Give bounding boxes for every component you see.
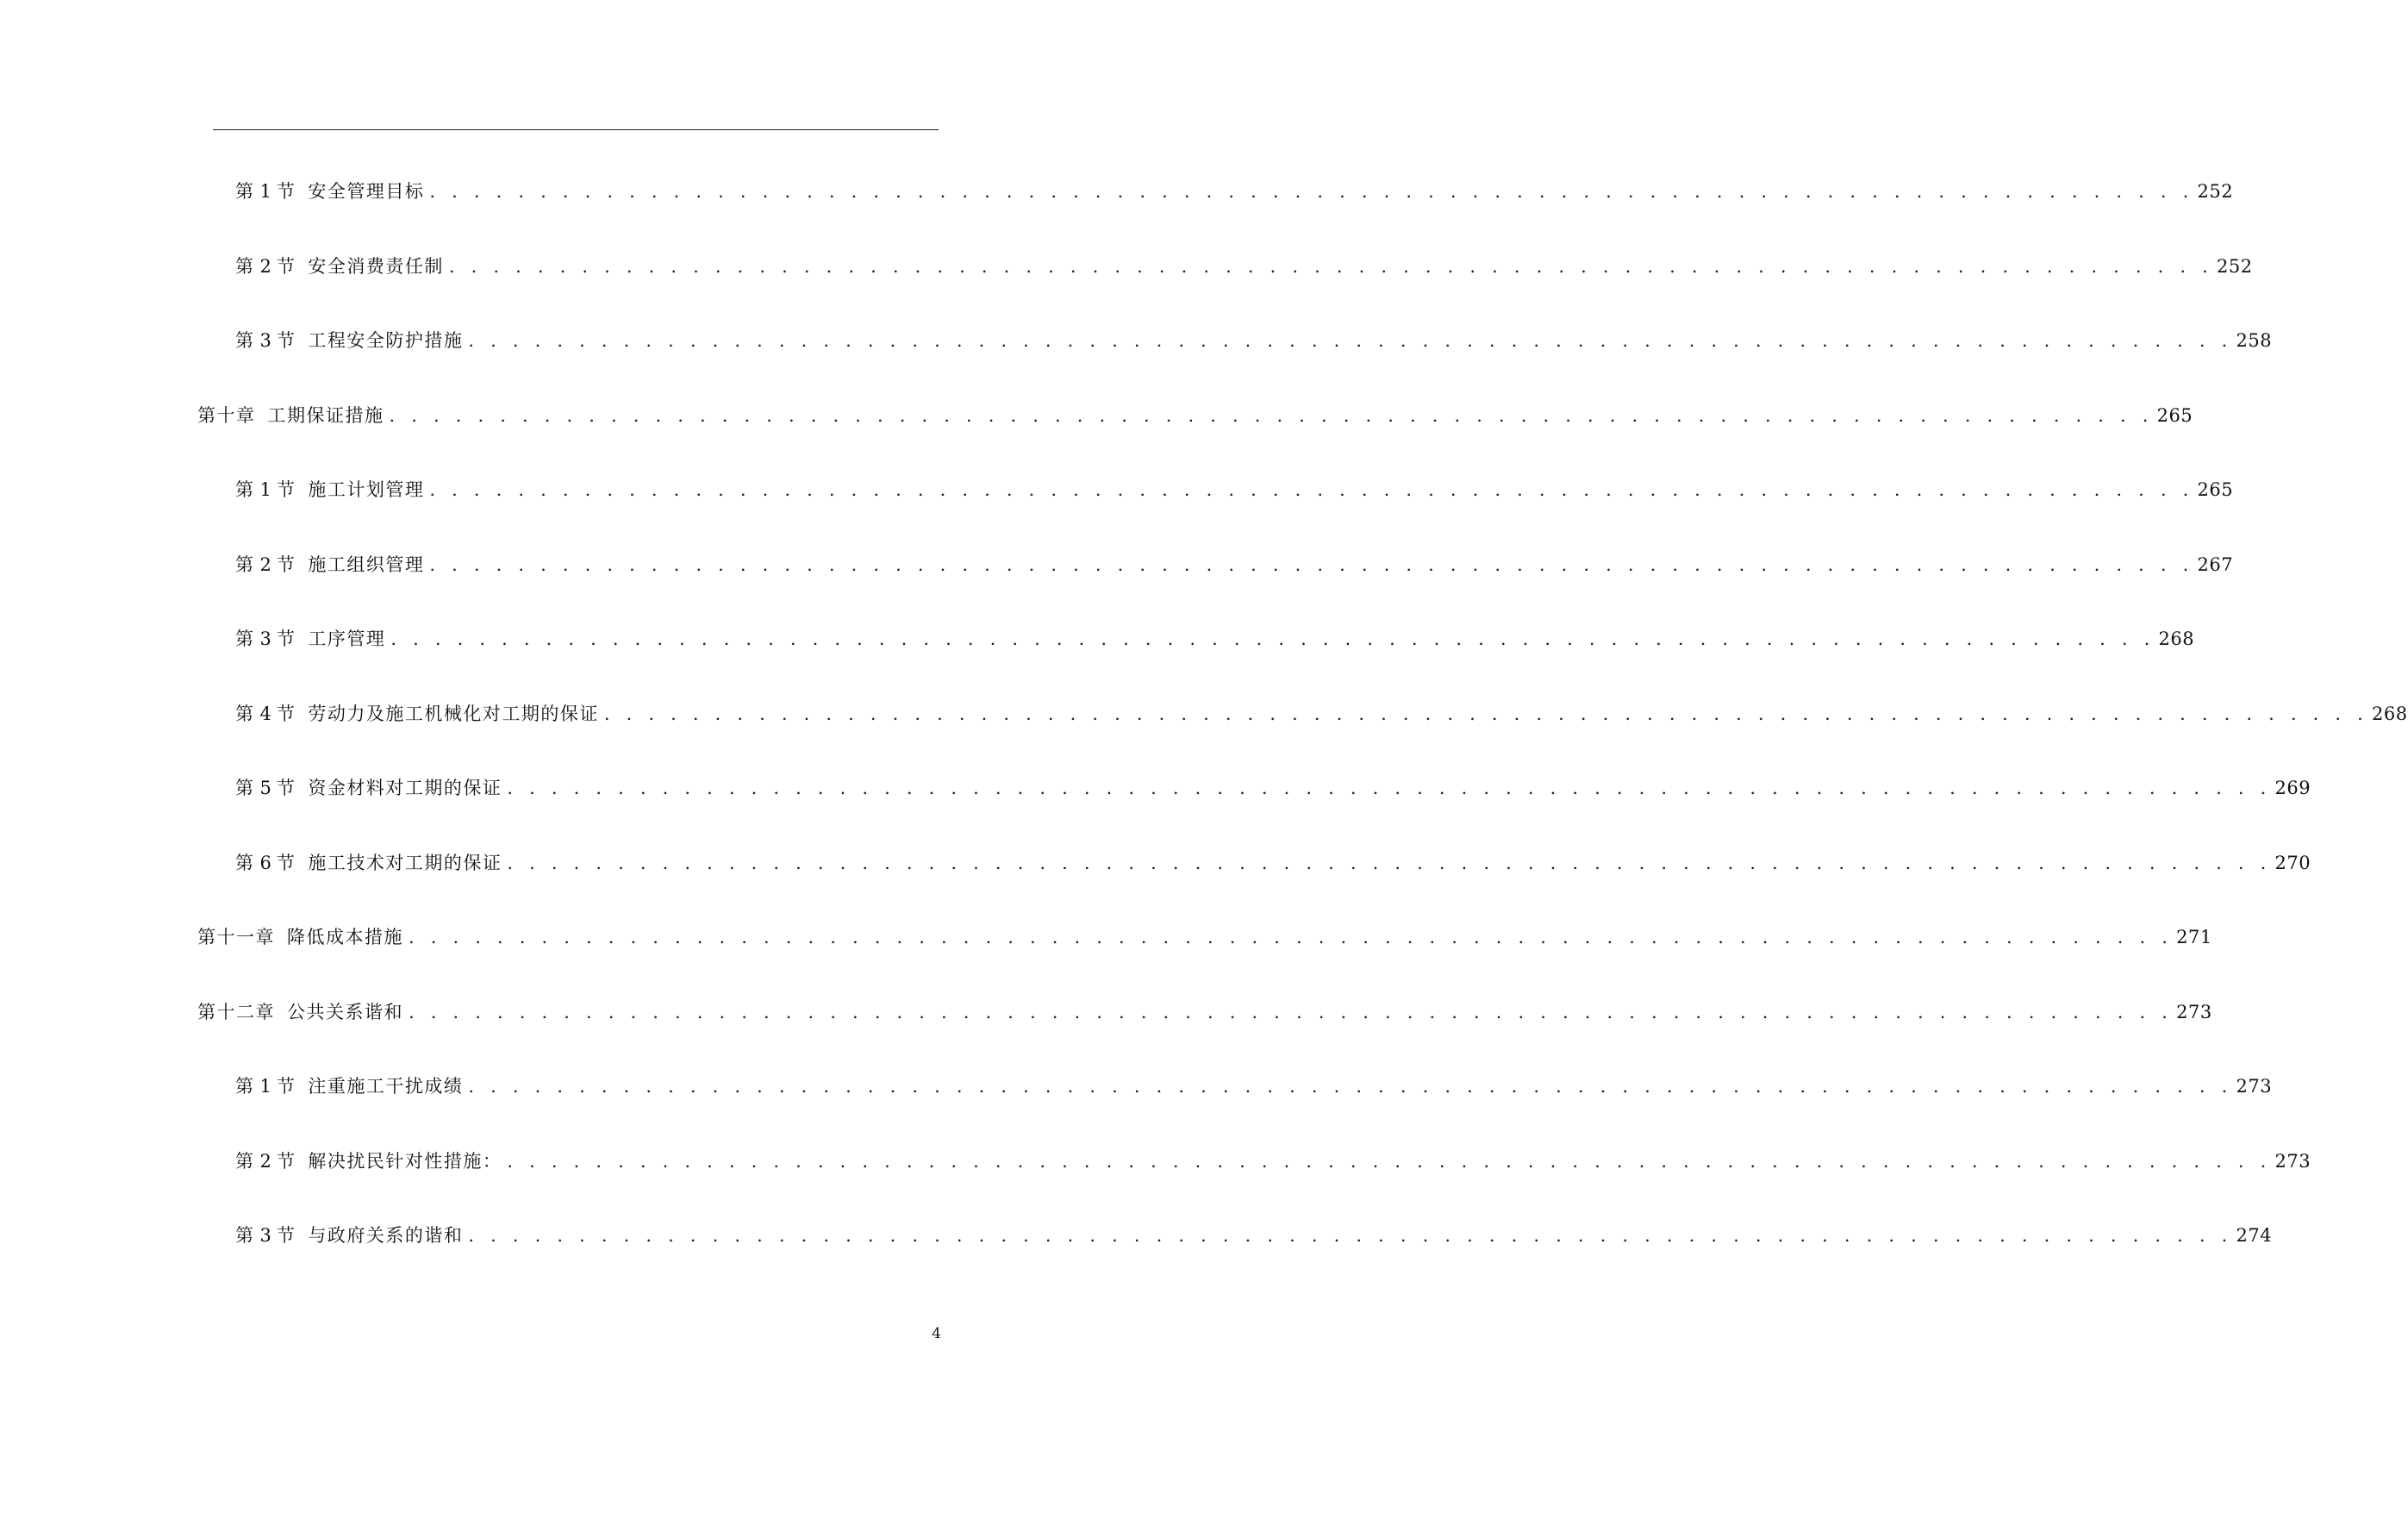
section-number: 3 [259,330,271,351]
section-number: 2 [259,554,271,575]
section-prefix: 第 [235,1225,255,1246]
toc-section-entry[interactable] [235,851,2311,875]
chapter-number: 第十一章 [197,927,275,947]
section-unit: 节 [276,628,296,649]
toc-entry-title: 与政府关系的谐和 [308,1225,464,1246]
toc-entry-title: 劳动力及施工机械化对工期的保证 [308,703,599,724]
toc-page-number: 268 [2372,703,2408,724]
toc-entry-label [197,1000,403,1024]
dot-leader: . . . . . . . . . . . . . . . . . . . . . . . . . . . . . . . . . . . . . . . . . . . . . . . . . . . . . . . . . . . . . . . . . . . . . . . . . . . . . . . . [468,1076,2233,1097]
dot-leader: . . . . . . . . . . . . . . . . . . . . . . . . . . . . . . . . . . . . . . . . . . . . . . . . . . . . . . . . . . . . . . . . . . . . . . . . . . . . . . . . [507,1151,2272,1172]
section-number: 1 [259,181,271,202]
toc-page-number: 268 [2158,628,2195,649]
chapter-number: 第十章 [197,405,256,426]
toc-entry-title: 工序管理 [308,628,386,649]
section-prefix: 第 [235,1151,255,1172]
section-prefix: 第 [235,330,255,351]
section-prefix: 第 [235,628,255,649]
toc-entry-title: 注重施工干扰成绩 [308,1076,464,1097]
section-prefix: 第 [235,554,255,575]
section-number: 5 [259,778,271,798]
section-number: 1 [259,479,271,500]
toc-section-entry[interactable] [235,254,2253,278]
toc-section-entry[interactable] [235,702,2408,726]
toc-entry-label [235,1149,502,1173]
toc-section-entry[interactable] [235,1149,2311,1173]
section-prefix: 第 [235,256,255,277]
toc-section-entry[interactable] [235,627,2195,651]
dot-leader: . . . . . . . . . . . . . . . . . . . . . . . . . . . . . . . . . . . . . . . . . . . . . . . . . . . . . . . . . . . . . . . . . . . . . . . . . . . . . . . . [468,330,2233,351]
toc-entry-label [235,328,463,353]
toc-entry-title: 施工组织管理 [308,554,425,575]
section-number: 1 [259,1076,271,1097]
dot-leader: . . . . . . . . . . . . . . . . . . . . . . . . . . . . . . . . . . . . . . . . . . . . . . . . . . . . . . . . . . . . . . . . . . . . . . . . . . . . . . . . [409,927,2174,947]
toc-section-entry[interactable] [235,328,2273,353]
toc-section-entry[interactable] [235,478,2234,502]
dot-leader: . . . . . . . . . . . . . . . . . . . . . . . . . . . . . . . . . . . . . . . . . . . . . . . . . . . . . . . . . . . . . . . . . . . . . . . . . . . . . . . . [429,554,2194,575]
toc-entry-label [235,702,599,726]
toc-section-entry[interactable] [235,776,2311,800]
section-number: 6 [259,853,271,873]
section-unit: 节 [276,479,296,500]
toc-entry-label [235,553,424,577]
toc-page-number: 265 [2156,405,2193,426]
toc-page-number: 270 [2274,853,2311,873]
section-prefix: 第 [235,703,255,724]
toc-entry-title: 安全消费责任制 [308,256,444,277]
section-prefix: 第 [235,181,255,202]
section-number: 2 [259,256,271,277]
toc-chapter-entry[interactable] [197,1000,2212,1024]
section-unit: 节 [276,1151,296,1172]
section-unit: 节 [276,853,296,873]
toc-entry-label [235,851,502,875]
toc-entry-label [235,254,444,278]
toc-entry-label [197,925,403,949]
dot-leader: . . . . . . . . . . . . . . . . . . . . . . . . . . . . . . . . . . . . . . . . . . . . . . . . . . . . . . . . . . . . . . . . . . . . . . . . . . . . . . . . [448,256,2214,277]
toc-page-number: 273 [2176,1002,2212,1022]
toc-entry-label [235,627,385,651]
chapter-number: 第十二章 [197,1002,275,1022]
section-prefix: 第 [235,778,255,798]
section-unit: 节 [276,181,296,202]
dot-leader: . . . . . . . . . . . . . . . . . . . . . . . . . . . . . . . . . . . . . . . . . . . . . . . . . . . . . . . . . . . . . . . . . . . . . . . . . . . . . . . . [429,479,2194,500]
toc-entry-title: 工期保证措施 [267,405,384,426]
toc-section-entry[interactable] [235,1074,2273,1098]
toc-section-entry[interactable] [235,1223,2273,1247]
dot-leader: . . . . . . . . . . . . . . . . . . . . . . . . . . . . . . . . . . . . . . . . . . . . . . . . . . . . . . . . . . . . . . . . . . . . . . . . . . . . . . . . [507,778,2272,798]
toc-entry-title: 资金材料对工期的保证 [308,778,502,798]
toc-page-number: 273 [2236,1076,2273,1097]
dot-leader: . . . . . . . . . . . . . . . . . . . . . . . . . . . . . . . . . . . . . . . . . . . . . . . . . . . . . . . . . . . . . . . . . . . . . . . . . . . . . . . . [468,1225,2233,1246]
toc-page-number: 252 [2217,256,2253,277]
dot-leader: . . . . . . . . . . . . . . . . . . . . . . . . . . . . . . . . . . . . . . . . . . . . . . . . . . . . . . . . . . . . . . . . . . . . . . . . . . . . . . . . [390,628,2155,649]
toc-page-number: 274 [2236,1225,2273,1246]
section-prefix: 第 [235,853,255,873]
toc-entry-label [235,1223,463,1247]
toc-page-number: 273 [2274,1151,2311,1172]
page-number: 4 [932,1325,941,1342]
toc-entry-label [197,403,384,428]
section-unit: 节 [276,554,296,575]
section-unit: 节 [276,330,296,351]
section-unit: 节 [276,1225,296,1246]
toc-section-entry[interactable] [235,179,2234,203]
toc-entry-label [235,1074,463,1098]
section-unit: 节 [276,256,296,277]
dot-leader: . . . . . . . . . . . . . . . . . . . . . . . . . . . . . . . . . . . . . . . . . . . . . . . . . . . . . . . . . . . . . . . . . . . . . . . . . . . . . . . . [507,853,2272,873]
section-number: 3 [259,628,271,649]
toc-page-number: 267 [2197,554,2234,575]
toc-entry-label [235,179,424,203]
section-prefix: 第 [235,479,255,500]
toc-entry-title: 安全管理目标 [308,181,425,202]
dot-leader: . . . . . . . . . . . . . . . . . . . . . . . . . . . . . . . . . . . . . . . . . . . . . . . . . . . . . . . . . . . . . . . . . . . . . . . . . . . . . . . . [389,405,2154,426]
toc-entry-label [235,478,424,502]
toc-chapter-entry[interactable] [197,925,2212,949]
toc-entry-title: 公共关系谐和 [287,1002,403,1022]
section-prefix: 第 [235,1076,255,1097]
dot-leader: . . . . . . . . . . . . . . . . . . . . . . . . . . . . . . . . . . . . . . . . . . . . . . . . . . . . . . . . . . . . . . . . . . . . . . . . . . . . . . . . [603,703,2369,724]
section-unit: 节 [276,703,296,724]
toc-entry-title: 解决扰民针对性措施： [308,1151,502,1172]
section-unit: 节 [276,1076,296,1097]
section-number: 2 [259,1151,271,1172]
toc-page-number: 265 [2197,479,2234,500]
toc-entry-title: 施工技术对工期的保证 [308,853,502,873]
toc-page-number: 271 [2176,927,2212,947]
toc-page-number: 252 [2197,181,2234,202]
toc-entry-title: 施工计划管理 [308,479,425,500]
toc-entry-title: 降低成本措施 [287,927,403,947]
section-number: 4 [259,703,271,724]
dot-leader: . . . . . . . . . . . . . . . . . . . . . . . . . . . . . . . . . . . . . . . . . . . . . . . . . . . . . . . . . . . . . . . . . . . . . . . . . . . . . . . . [409,1002,2174,1022]
toc-page-number: 269 [2274,778,2311,798]
toc-section-entry[interactable] [235,553,2234,577]
toc-entry-label [235,776,502,800]
toc-page-number: 258 [2236,330,2273,351]
dot-leader: . . . . . . . . . . . . . . . . . . . . . . . . . . . . . . . . . . . . . . . . . . . . . . . . . . . . . . . . . . . . . . . . . . . . . . . . . . . . . . . . [429,181,2194,202]
section-number: 3 [259,1225,271,1246]
toc-entry-title: 工程安全防护措施 [308,330,464,351]
section-unit: 节 [276,778,296,798]
toc-chapter-entry[interactable] [197,403,2193,428]
